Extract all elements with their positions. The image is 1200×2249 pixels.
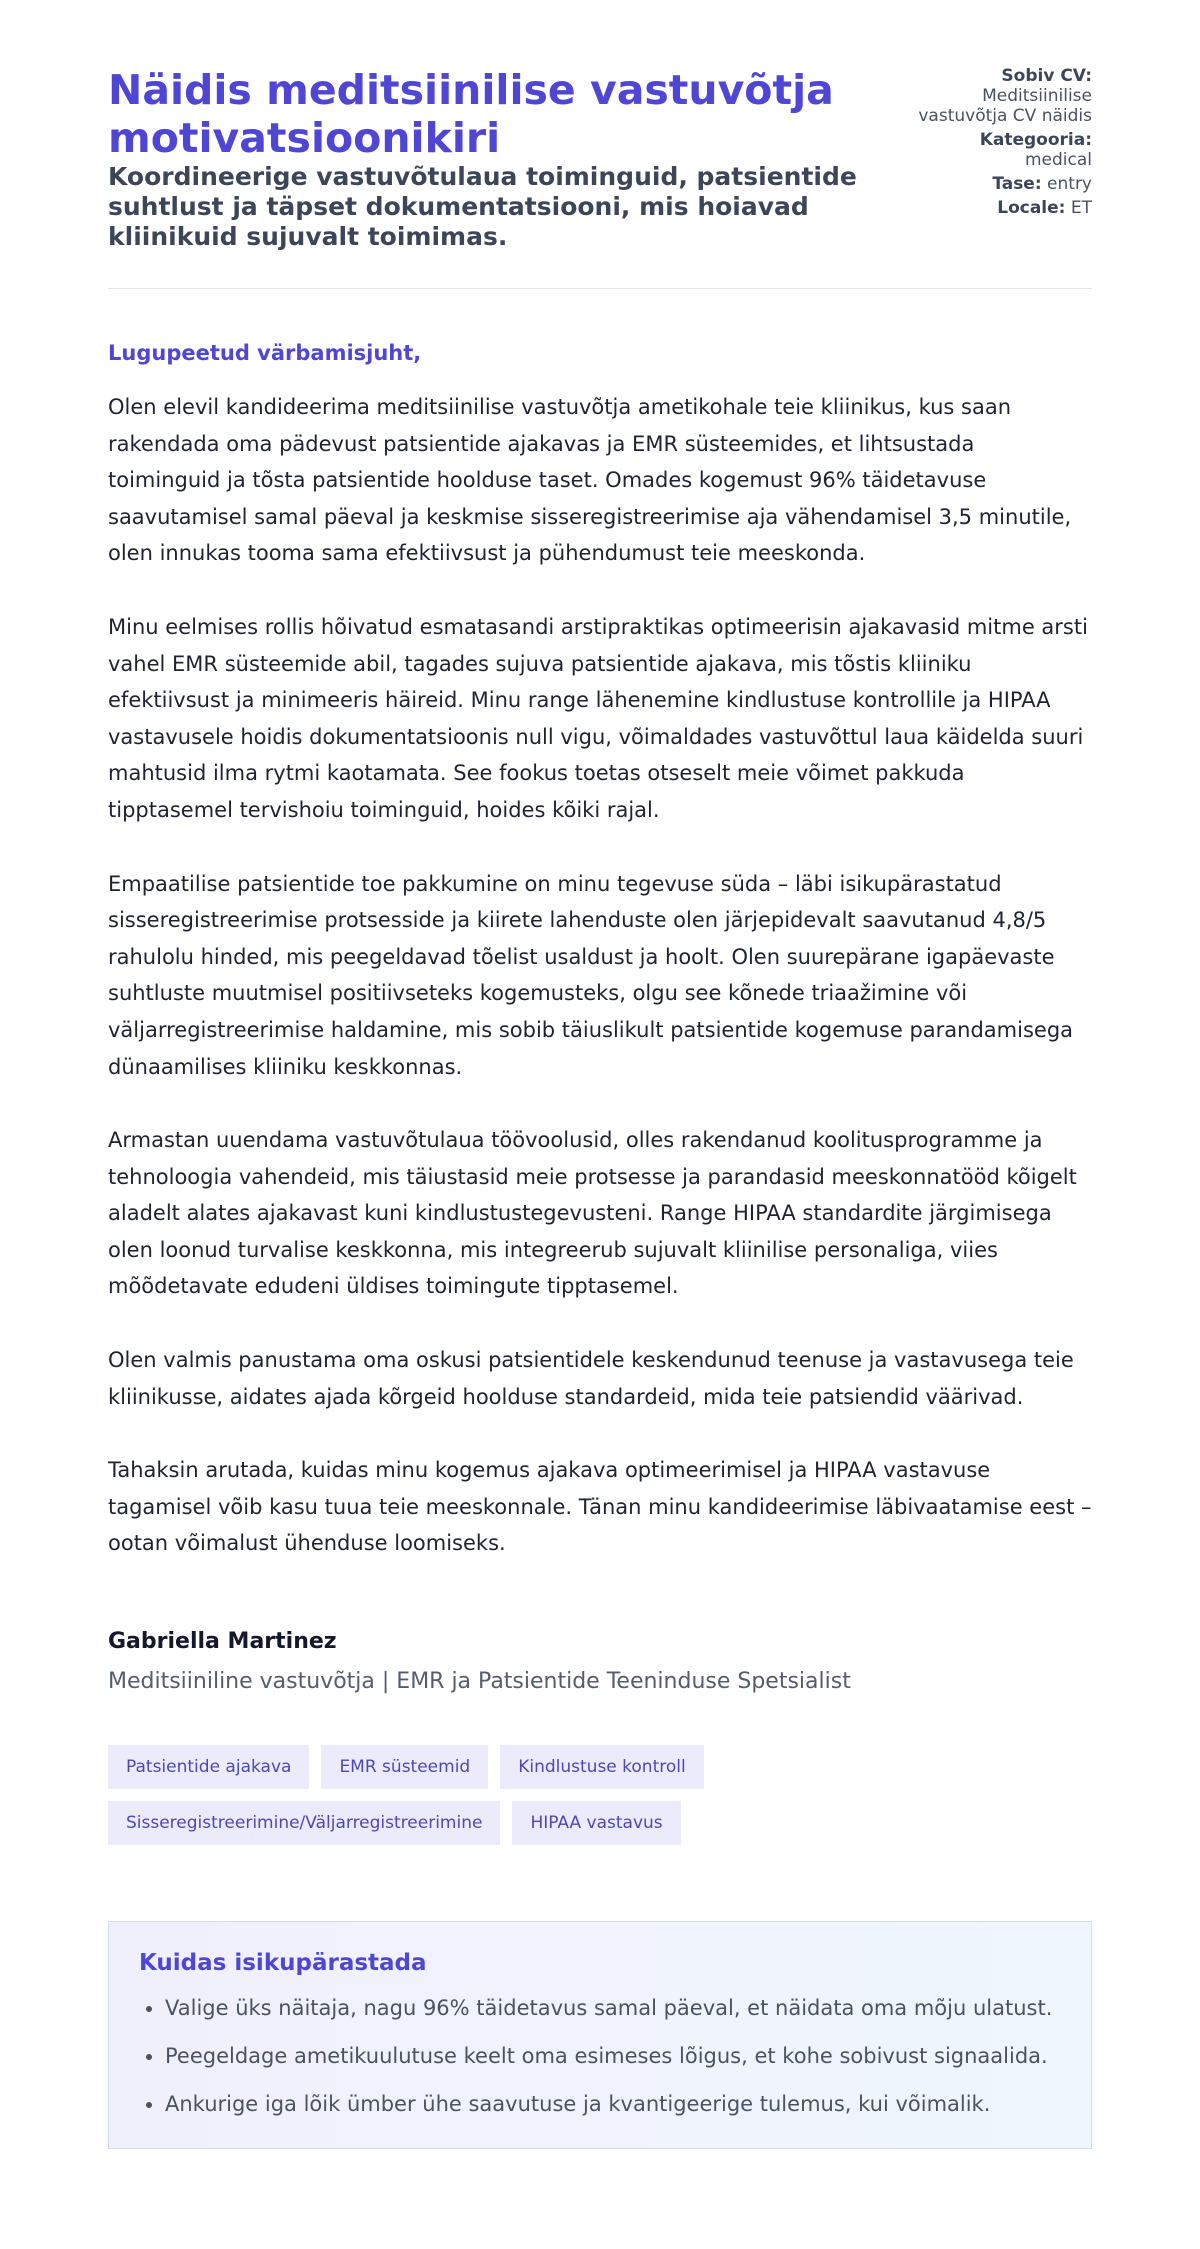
- meta-cv-label: Sobiv CV:: [1001, 66, 1092, 86]
- tips-list: [139, 1994, 1061, 2118]
- meta-level-value: entry: [1047, 174, 1092, 194]
- page-title: Näidis meditsiinilise vastuvõtja motivatsioonikiri: [108, 66, 834, 162]
- meta-locale: [903, 198, 1092, 218]
- letter-paragraph: Olen elevil kandideerima meditsiinilise vastuvõtja ametikohale teie kliinikus, kus saan rakendada oma pädevust patsientide ajakavas ja EMR süsteemides, et lihtsustada toiminguid ja tõsta patsientide hoolduse taset. Omades kogemust 96% täidetavuse saavutamisel samal päeval ja keskmise sisseregistreerimise aja vähendamisel 3,5 minutile, olen innukas tooma sama efektiivsust ja pühendumust teie meeskonda.: [108, 395, 1072, 566]
- meta-cv-value: Meditsiinilise vastuvõtja CV näidis: [918, 86, 1092, 126]
- title-block: [108, 66, 903, 252]
- meta-level: [903, 174, 1092, 194]
- skill-tag: Patsientide ajakava: [108, 1745, 309, 1789]
- letter-paragraph: Empaatilise patsientide toe pakkumine on minu tegevuse süda – läbi isikupärastatud sisseregistreerimise protsesside ja kiirete lahenduste olen järjepidevalt saavutanud 4,8/5 rahulolu hinded, mis peegeldavad tõelist usaldust ja hoolt. Olen suurepärane igapäevaste suhtluste muutmisel positiivseteks kogemusteks, olgu see kõnede triaažimine või väljarregistreerimise haldamine, mis sobib täiuslikult patsientide kogemuse parandamisega dünaamilises kliiniku keskkonnas.: [108, 871, 1074, 1079]
- letter-paragraph: Armastan uuendama vastuvõtulaua töövoolusid, olles rakendanud koolitusprogramme ja tehnoloogia vahendeid, mis täiustasid meie protsesse ja parandasid meeskonnatööd kõigelt aladelt alates ajakavast kuni kindlustustegevusteni. Range HIPAA standardite järgimisega olen loonud turvalise keskkonna, mis integreerub sujuvalt kliinilise personaliga, viies mõõdetavate edudeni üldises toimingute tipptasemel.: [108, 1128, 1077, 1299]
- meta-locale-value: ET: [1070, 198, 1092, 218]
- skill-tag: HIPAA vastavus: [512, 1801, 680, 1845]
- meta-category-value: medical: [1024, 150, 1092, 170]
- meta-panel: [903, 66, 1092, 222]
- meta-level-label: Tase:: [992, 174, 1042, 194]
- page-subtitle: Koordineerige vastuvõtulaua toiminguid, patsientide suhtlust ja täpset dokumentatsiooni, mis hoiavad kliinikuid sujuvalt toimimas.: [108, 162, 857, 251]
- letter-paragraph: Tahaksin arutada, kuidas minu kogemus ajakava optimeerimisel ja HIPAA vastavuse tagamisel võib kasu tuua teie meeskonnale. Tänan minu kandideerimise läbivaatamise eest – ootan võimalust ühenduse loomiseks.: [108, 1458, 1092, 1556]
- signature-title: Meditsiiniline vastuvõtja | EMR ja Patsientide Teeninduse Spetsialist: [108, 1669, 851, 1695]
- letter-paragraph: Olen valmis panustama oma oskusi patsientidele keskendunud teenuse ja vastavusega teie kliinikusse, aidates ajada kõrgeid hoolduse standardeid, mida teie patsiendid väärivad.: [108, 1348, 1074, 1409]
- header: [108, 66, 1092, 252]
- letter-body: [108, 389, 1092, 1562]
- tip-item: • Ankurige iga lõik ümber ühe saavutuse ja kvantigeerige tulemus, kui võimalik.: [165, 2090, 1061, 2118]
- tips-title: Kuidas isikupärastada: [139, 1950, 427, 1977]
- tip-item: • Valige üks näitaja, nagu 96% täidetavus samal päeval, et näidata oma mõju ulatust.: [165, 1994, 1061, 2022]
- skill-tag: Sisseregistreerimine/Väljarregistreerimine: [108, 1801, 500, 1845]
- signature-name: Gabriella Martinez: [108, 1629, 337, 1655]
- meta-category: [903, 130, 1092, 170]
- header-divider: [108, 288, 1092, 289]
- salutation: Lugupeetud värbamisjuht,: [108, 341, 422, 365]
- letter-paragraph: Minu eelmises rollis hõivatud esmatasandi arstipraktikas optimeerisin ajakavasid mitme arsti vahel EMR süsteemide abil, tagades sujuva patsientide ajakava, mis tõstis kliiniku efektiivsust ja minimeeris häireid. Minu range lähenemine kindlustuse kontrollile ja HIPAA vastavusele hoidis dokumentatsioonis null vigu, võimaldades vastuvõttul laua käidelda suuri mahtusid ilma rytmi kaotamata. See fookus toetas otseselt meie võimet pakkuda tipptasemel tervishoiu toiminguid, hoides kõiki rajal.: [108, 614, 1088, 822]
- skill-tag: Kindlustuse kontroll: [500, 1745, 704, 1789]
- meta-category-label: Kategooria:: [979, 130, 1092, 150]
- skill-tag: EMR süsteemid: [321, 1745, 488, 1789]
- tip-item: • Peegeldage ametikuulutuse keelt oma esimeses lõigus, et kohe sobivust signaalida.: [165, 2042, 1061, 2070]
- meta-cv: [903, 66, 1092, 126]
- skill-tags: [108, 1745, 808, 1857]
- meta-locale-label: Locale:: [997, 198, 1066, 218]
- personalization-tips: [108, 1921, 1092, 2149]
